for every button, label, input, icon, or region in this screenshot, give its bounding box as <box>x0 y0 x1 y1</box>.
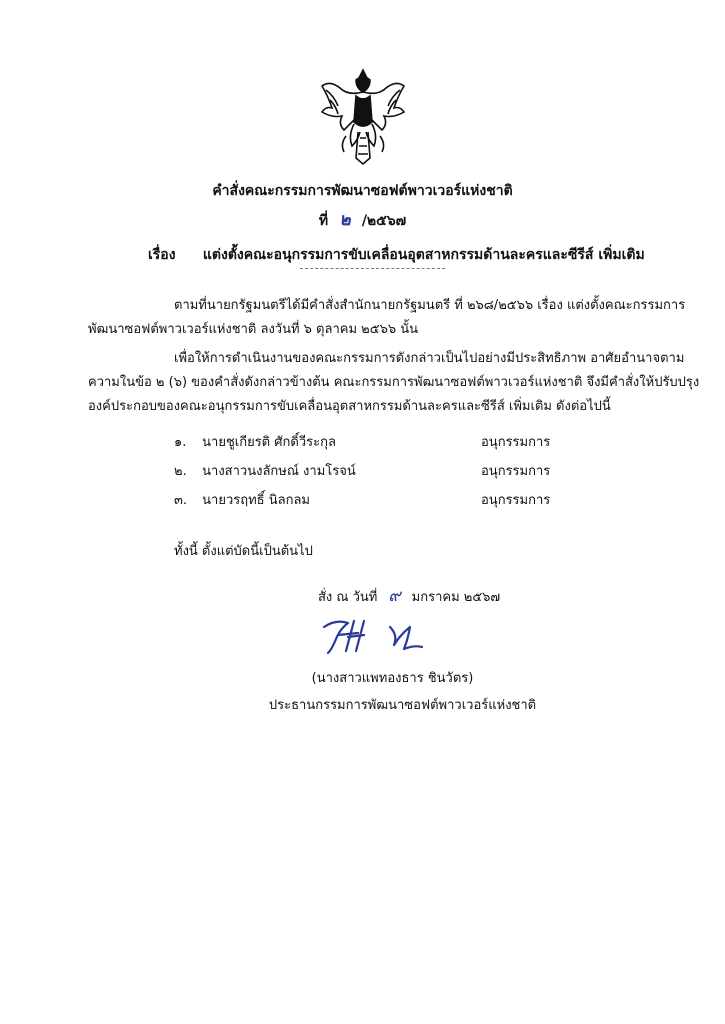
paragraph-line: เพื่อให้การดำเนินงานของคณะกรรมการดังกล่าวเป็นไปอย่างมีประสิทธิภาพ อาศัยอำนาจตาม <box>174 351 685 366</box>
paragraph-1 <box>88 294 686 342</box>
garuda-emblem-icon <box>318 66 408 166</box>
member-number: ๒. <box>174 464 187 479</box>
paragraph-line: พัฒนาซอฟต์พาวเวอร์แห่งชาติ ลงวันที่ ๖ ตุลาคม ๒๕๖๖ นั้น <box>88 322 418 337</box>
subject-line <box>148 244 645 266</box>
order-label: ที่ <box>318 213 329 229</box>
signer-position: ประธานกรรมการพัฒนาซอฟต์พาวเวอร์แห่งชาติ <box>268 698 537 713</box>
paragraph-line: ตามที่นายกรัฐมนตรีได้มีคำสั่งสำนักนายกรัฐมนตรี ที่ ๒๖๘/๒๕๖๖ เรื่อง แต่งตั้งคณะกรรมการ <box>174 298 686 313</box>
document-title: คำสั่งคณะกรรมการพัฒนาซอฟต์พาวเวอร์แห่งชาติ <box>212 183 513 199</box>
subject-text: แต่งตั้งคณะอนุกรรมการขับเคลื่อนอุตสาหกรรมด้านละครและซีรีส์ เพิ่มเติม <box>202 247 645 263</box>
effective-statement: ทั้งนี้ ตั้งแต่บัดนี้เป็นต้นไป <box>174 544 313 559</box>
member-number: ๓. <box>174 493 188 508</box>
order-date <box>318 582 500 609</box>
member-name: นางสาวนงลักษณ์ งามโรจน์ <box>202 464 356 479</box>
paragraph-line: องค์ประกอบของคณะอนุกรรมการขับเคลื่อนอุตสาหกรรมด้านละครและซีรีส์ เพิ่มเติม ดังต่อไปนี้ <box>88 399 611 414</box>
member-item <box>174 431 551 452</box>
paragraph-line: ความในข้อ ๒ (๖) ของคำสั่งดังกล่าวข้างต้น คณะกรรมการพัฒนาซอฟต์พาวเวอร์แห่งชาติ จึงมีคำสั่งให้ปรับปรุง <box>88 375 700 390</box>
date-day: ๙ <box>388 586 401 606</box>
member-role: อนุกรรมการ <box>481 464 551 479</box>
member-item <box>174 460 551 481</box>
separator-line <box>300 268 445 269</box>
date-prefix: สั่ง ณ วันที่ <box>318 590 378 605</box>
signer-name: (นางสาวแพทองธาร ชินวัตร) <box>311 671 474 686</box>
date-month-year: มกราคม ๒๕๖๗ <box>411 590 501 605</box>
member-name: นายชูเกียรติ ศักดิ์วีระกุล <box>202 435 336 450</box>
handwritten-signature <box>318 613 428 657</box>
order-number: ๒ <box>339 210 351 230</box>
member-role: อนุกรรมการ <box>481 435 551 450</box>
member-number: ๑. <box>174 435 187 450</box>
paragraph-2 <box>88 347 700 419</box>
subject-label: เรื่อง <box>148 247 176 263</box>
member-item <box>174 489 551 510</box>
member-name: นายวรฤทธิ์ นิลกลม <box>202 493 310 508</box>
member-role: อนุกรรมการ <box>481 493 551 508</box>
order-number-line <box>0 206 725 233</box>
order-year: /๒๕๖๗ <box>361 213 407 229</box>
